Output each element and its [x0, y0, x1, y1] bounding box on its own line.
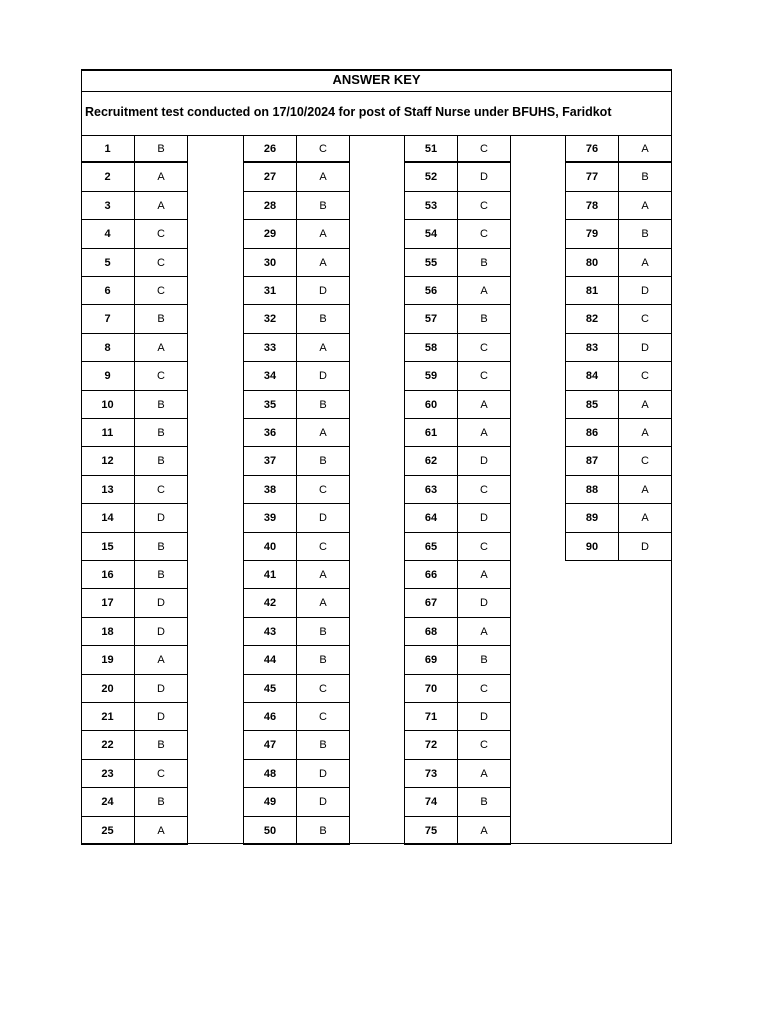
answer-option: C: [458, 192, 511, 220]
answer-option: A: [135, 163, 188, 191]
answer-option: A: [297, 163, 350, 191]
answer-option: A: [619, 504, 672, 532]
answer-option: D: [458, 589, 511, 617]
question-number: 73: [404, 760, 458, 788]
question-number: 42: [243, 589, 297, 617]
question-number: 70: [404, 675, 458, 703]
question-number: 25: [81, 817, 135, 845]
answer-option: A: [297, 589, 350, 617]
answer-option: C: [135, 277, 188, 305]
question-number: 3: [81, 192, 135, 220]
answer-option: C: [135, 249, 188, 277]
question-number: 37: [243, 447, 297, 475]
answer-option: D: [135, 618, 188, 646]
answer-option: D: [458, 504, 511, 532]
answer-option: B: [135, 788, 188, 816]
answer-option: D: [458, 163, 511, 191]
answer-option: D: [458, 703, 511, 731]
question-number: 76: [565, 135, 619, 163]
question-number: 29: [243, 220, 297, 248]
question-number: 89: [565, 504, 619, 532]
answer-option: B: [135, 135, 188, 163]
answer-option: D: [297, 788, 350, 816]
answer-option: A: [135, 646, 188, 674]
answer-option: D: [135, 504, 188, 532]
question-number: 1: [81, 135, 135, 163]
answer-option: A: [619, 192, 672, 220]
answer-option: C: [458, 220, 511, 248]
question-number: 72: [404, 731, 458, 759]
answer-option: A: [135, 817, 188, 845]
answer-option: C: [458, 476, 511, 504]
question-number: 41: [243, 561, 297, 589]
question-number: 58: [404, 334, 458, 362]
question-number: 43: [243, 618, 297, 646]
answer-option: A: [619, 135, 672, 163]
answer-option: D: [135, 703, 188, 731]
question-number: 82: [565, 305, 619, 333]
question-number: 39: [243, 504, 297, 532]
answer-option: B: [135, 419, 188, 447]
question-number: 88: [565, 476, 619, 504]
answer-key-sheet: [81, 69, 672, 844]
question-number: 83: [565, 334, 619, 362]
question-number: 11: [81, 419, 135, 447]
answer-option: C: [297, 533, 350, 561]
question-number: 28: [243, 192, 297, 220]
answer-option: C: [297, 675, 350, 703]
question-number: 33: [243, 334, 297, 362]
answer-option: D: [458, 447, 511, 475]
question-number: 21: [81, 703, 135, 731]
question-number: 78: [565, 192, 619, 220]
question-number: 52: [404, 163, 458, 191]
question-number: 90: [565, 533, 619, 561]
question-number: 54: [404, 220, 458, 248]
question-number: 86: [565, 419, 619, 447]
question-number: 10: [81, 391, 135, 419]
question-number: 8: [81, 334, 135, 362]
answer-option: D: [135, 589, 188, 617]
answer-option: C: [619, 362, 672, 390]
answer-option: A: [297, 419, 350, 447]
question-number: 35: [243, 391, 297, 419]
answer-option: D: [297, 504, 350, 532]
answer-option: B: [458, 249, 511, 277]
question-number: 50: [243, 817, 297, 845]
question-number: 16: [81, 561, 135, 589]
question-number: 22: [81, 731, 135, 759]
answer-option: B: [135, 731, 188, 759]
question-number: 61: [404, 419, 458, 447]
answer-option: B: [135, 533, 188, 561]
question-number: 34: [243, 362, 297, 390]
answer-option: B: [135, 561, 188, 589]
answer-option: B: [297, 817, 350, 845]
question-number: 45: [243, 675, 297, 703]
question-number: 59: [404, 362, 458, 390]
answer-option: C: [458, 731, 511, 759]
question-number: 20: [81, 675, 135, 703]
question-number: 9: [81, 362, 135, 390]
answer-option: A: [458, 760, 511, 788]
question-number: 66: [404, 561, 458, 589]
answer-option: B: [297, 447, 350, 475]
answer-option: A: [619, 249, 672, 277]
question-number: 40: [243, 533, 297, 561]
answer-option: D: [619, 533, 672, 561]
question-number: 30: [243, 249, 297, 277]
answer-option: B: [458, 646, 511, 674]
question-number: 17: [81, 589, 135, 617]
question-number: 49: [243, 788, 297, 816]
question-number: 32: [243, 305, 297, 333]
question-number: 48: [243, 760, 297, 788]
answer-option: A: [619, 419, 672, 447]
answer-option: C: [297, 135, 350, 163]
question-number: 6: [81, 277, 135, 305]
answer-option: A: [458, 817, 511, 845]
question-number: 26: [243, 135, 297, 163]
answer-option: A: [297, 220, 350, 248]
answer-option: B: [135, 447, 188, 475]
answer-option: C: [458, 675, 511, 703]
page-title: ANSWER KEY: [332, 72, 421, 87]
question-number: 31: [243, 277, 297, 305]
question-number: 2: [81, 163, 135, 191]
question-number: 15: [81, 533, 135, 561]
answer-option: D: [297, 277, 350, 305]
answer-option: D: [619, 277, 672, 305]
question-number: 80: [565, 249, 619, 277]
question-number: 13: [81, 476, 135, 504]
question-number: 65: [404, 533, 458, 561]
answer-option: B: [297, 618, 350, 646]
answer-option: A: [458, 277, 511, 305]
answer-option: B: [297, 731, 350, 759]
question-number: 4: [81, 220, 135, 248]
question-number: 12: [81, 447, 135, 475]
answer-option: B: [135, 305, 188, 333]
answer-option: C: [458, 334, 511, 362]
question-number: 51: [404, 135, 458, 163]
question-number: 64: [404, 504, 458, 532]
answer-option: B: [458, 788, 511, 816]
answer-option: B: [619, 220, 672, 248]
question-number: 79: [565, 220, 619, 248]
question-number: 19: [81, 646, 135, 674]
answer-option: A: [619, 476, 672, 504]
question-number: 75: [404, 817, 458, 845]
answer-option: C: [458, 362, 511, 390]
question-number: 23: [81, 760, 135, 788]
answer-option: A: [297, 561, 350, 589]
answer-option: A: [458, 561, 511, 589]
question-number: 68: [404, 618, 458, 646]
question-number: 87: [565, 447, 619, 475]
answer-option: A: [458, 618, 511, 646]
question-number: 27: [243, 163, 297, 191]
answer-option: B: [458, 305, 511, 333]
page-subtitle: Recruitment test conducted on 17/10/2024 for post of Staff Nurse under BFUHS, Faridkot: [85, 105, 612, 119]
answer-option: B: [297, 646, 350, 674]
answer-option: A: [135, 192, 188, 220]
question-number: 74: [404, 788, 458, 816]
question-number: 55: [404, 249, 458, 277]
answer-option: A: [297, 249, 350, 277]
answer-option: A: [458, 391, 511, 419]
answer-option: C: [619, 447, 672, 475]
answer-option: C: [135, 220, 188, 248]
question-number: 24: [81, 788, 135, 816]
answer-option: B: [297, 391, 350, 419]
question-number: 84: [565, 362, 619, 390]
question-number: 56: [404, 277, 458, 305]
question-number: 81: [565, 277, 619, 305]
question-number: 85: [565, 391, 619, 419]
question-number: 57: [404, 305, 458, 333]
question-number: 62: [404, 447, 458, 475]
answer-option: C: [135, 476, 188, 504]
question-number: 5: [81, 249, 135, 277]
question-number: 53: [404, 192, 458, 220]
question-number: 71: [404, 703, 458, 731]
question-number: 63: [404, 476, 458, 504]
answer-option: C: [458, 533, 511, 561]
question-number: 67: [404, 589, 458, 617]
question-number: 14: [81, 504, 135, 532]
answer-option: C: [297, 476, 350, 504]
question-number: 46: [243, 703, 297, 731]
answer-option: B: [619, 163, 672, 191]
answer-option: C: [135, 760, 188, 788]
answer-option: D: [619, 334, 672, 362]
answer-option: D: [297, 760, 350, 788]
question-number: 44: [243, 646, 297, 674]
question-number: 38: [243, 476, 297, 504]
answer-option: D: [135, 675, 188, 703]
question-number: 77: [565, 163, 619, 191]
answer-option: C: [135, 362, 188, 390]
question-number: 60: [404, 391, 458, 419]
answer-option: A: [458, 419, 511, 447]
answer-option: A: [619, 391, 672, 419]
question-number: 7: [81, 305, 135, 333]
answer-option: C: [458, 135, 511, 163]
question-number: 47: [243, 731, 297, 759]
question-number: 18: [81, 618, 135, 646]
question-number: 69: [404, 646, 458, 674]
answer-option: B: [297, 192, 350, 220]
answer-option: B: [135, 391, 188, 419]
answer-option: C: [619, 305, 672, 333]
question-number: 36: [243, 419, 297, 447]
answer-option: A: [135, 334, 188, 362]
answer-option: D: [297, 362, 350, 390]
answer-option: A: [297, 334, 350, 362]
answer-option: B: [297, 305, 350, 333]
answer-option: C: [297, 703, 350, 731]
